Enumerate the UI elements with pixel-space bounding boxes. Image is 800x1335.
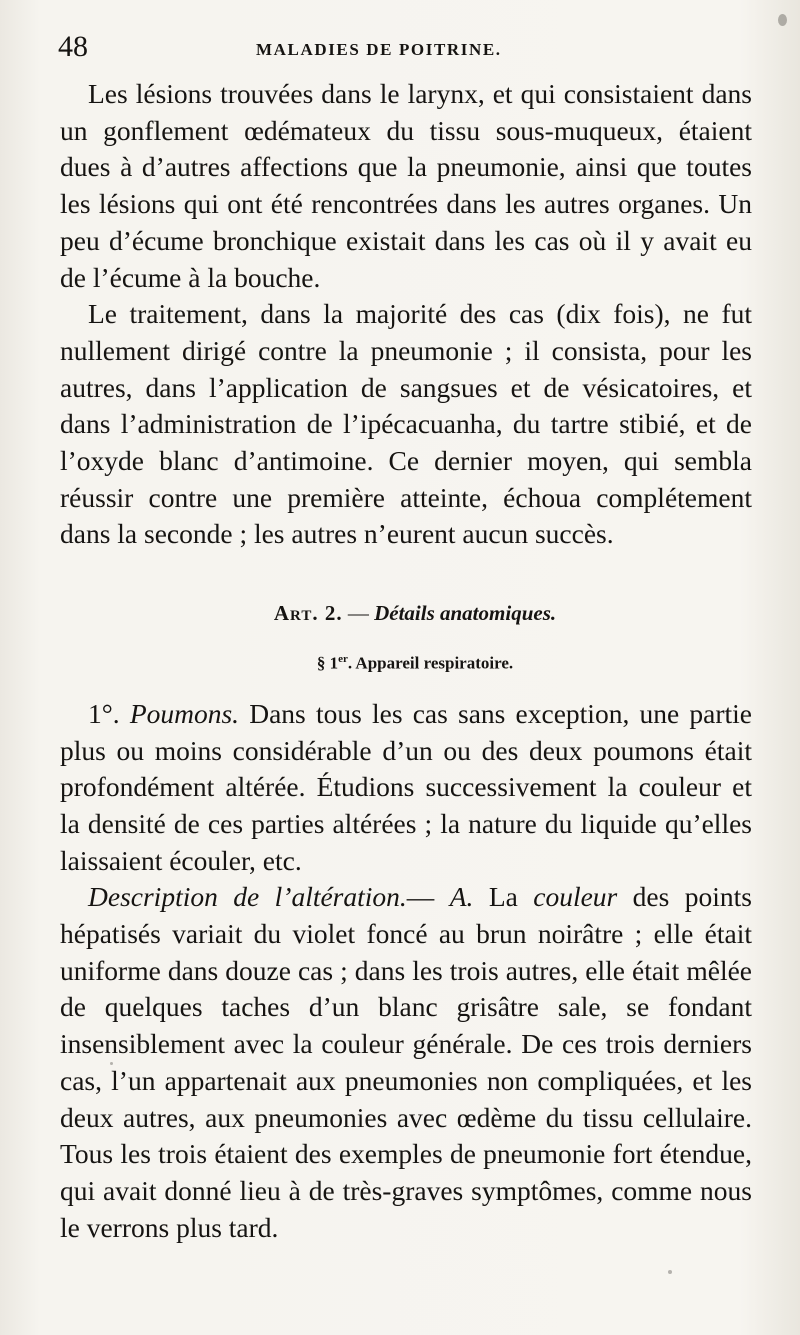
running-head: MALADIES DE POITRINE. [256, 40, 502, 59]
section-title: . Appareil respiratoire. [347, 653, 514, 673]
paragraph-description [60, 879, 752, 1246]
paragraph-larynx: Les lésions trouvées dans le larynx, et qui consistaient dans un gonflement œdémateux du tissu sous-muqueux, étaient dues à d’autres affections que la pneumonie, ainsi que toutes les lésions qui ont été rencontrées dans les autres organes. Un peu d’écume bronchique existait dans les cas où il y avait eu de l’écume à la bouche. [60, 78, 752, 293]
article-dash: — [342, 601, 375, 626]
description-letter: A. [449, 881, 474, 913]
article-title: Détails anatomiques. [374, 601, 557, 626]
paragraph-poumons [60, 696, 752, 880]
poumons-text: Dans tous les cas sans exception, une partie plus ou moins considérable d’un ou des deux poumons était profondément altérée. Étudions successivement la couleur et la densité de ces parties altérées ; la nature du liquide qu’elles laissaient écouler, etc. [60, 697, 752, 876]
section-symbol: § 1 [316, 653, 339, 673]
description-couleur: couleur [533, 881, 618, 913]
page-body [60, 76, 752, 1246]
section-superscript: er [338, 653, 348, 666]
page-header [58, 26, 758, 66]
article-label: Art. 2. [273, 601, 343, 626]
page-number: 48 [58, 30, 88, 63]
description-dash: — [406, 881, 450, 913]
description-text-2: des points hépatisés variait du violet foncé au brun noirâtre ; elle était uniforme dans douze cas ; dans les trois autres, elle était mêlée de quelques taches d’un blanc grisâtre sale, se fondant insensiblement avec la couleur générale. De ces trois derniers cas, l’un appartenait aux pneumonies non compliquées, et les deux autres, aux pneumonies avec œdème du tissu cellulaire. Tous les trois étaient des exemples de pneumonie fort étendue, qui avait donné lieu à de très-graves symptômes, comme nous le verrons plus tard. [60, 881, 752, 1243]
paragraph-traitement: Le traitement, dans la majorité des cas (dix fois), ne fut nullement dirigé contre la pneumonie ; il consista, pour les autres, dans l’application de sangsues et de vésicatoires, et dans l’administration de l’ipécacuanha, du tartre stibié, et de l’oxyde blanc d’antimoine. Ce dernier moyen, qui sembla réussir contre une première atteinte, échoua complétement dans la seconde ; les autres n’eurent aucun succès. [60, 298, 752, 550]
poumons-number: 1°. [88, 697, 130, 729]
article-heading [60, 599, 752, 627]
paper-speck [778, 14, 787, 26]
description-text-1: La [473, 881, 534, 913]
paper-speck [110, 1062, 113, 1065]
poumons-heading: Poumons. [129, 697, 240, 729]
section-heading [60, 647, 752, 676]
description-heading: Description de l’altération. [88, 881, 407, 913]
paper-speck [668, 1270, 672, 1274]
